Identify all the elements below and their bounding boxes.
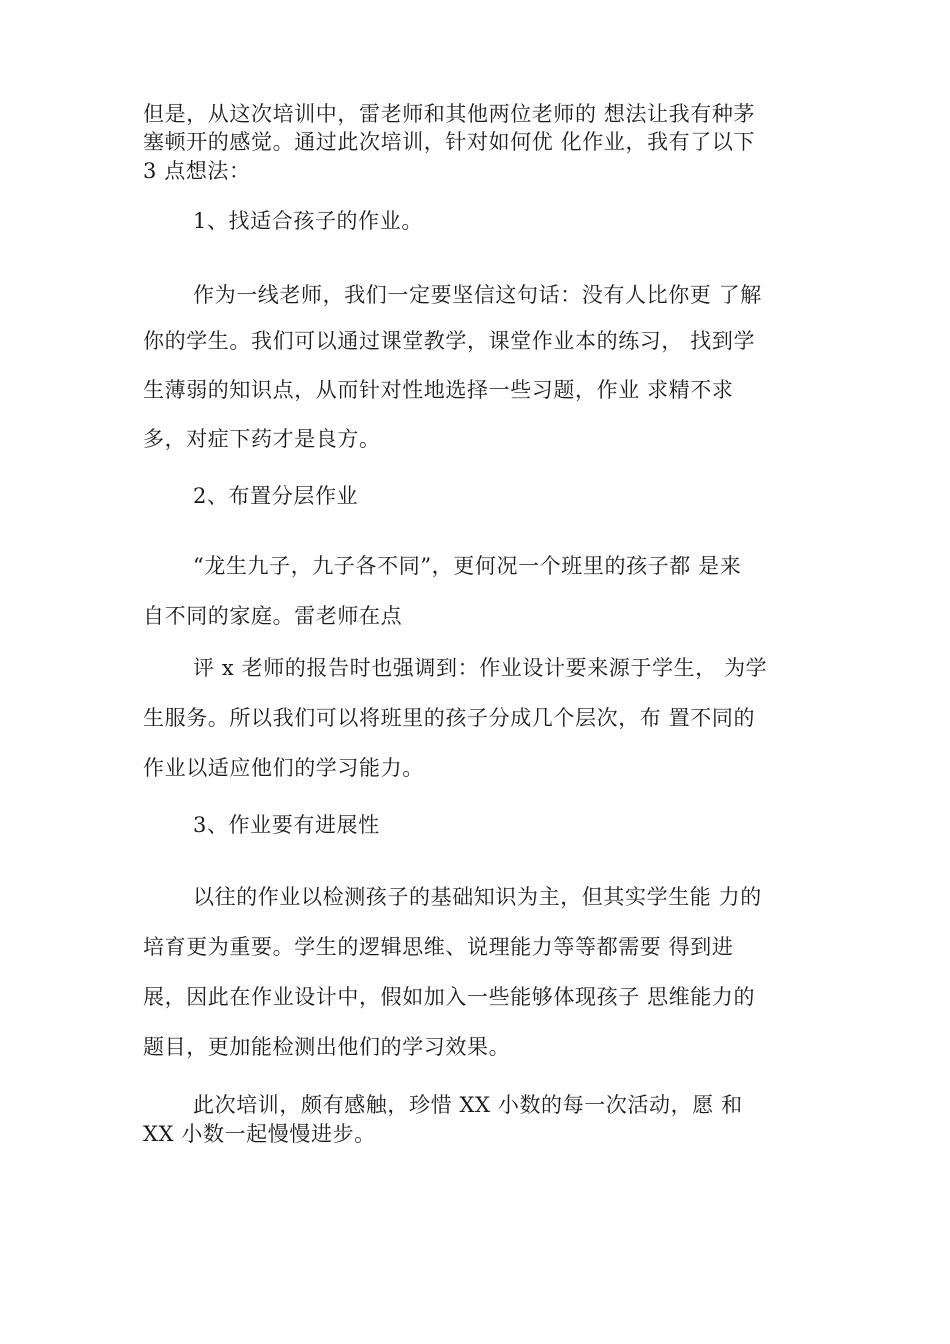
text-line-14: 作业以适应他们的学习能力。 xyxy=(143,756,424,780)
text-line-19: 题目，更加能检测出他们的学习效果。 xyxy=(143,1035,511,1059)
text-line-11: 自不同的家庭。雷老师在点 xyxy=(143,604,403,628)
heading-point-2: 2、布置分层作业 xyxy=(193,484,359,508)
text-line-17: 培育更为重要。学生的逻辑思维、说理能力等等都需要 得到进 xyxy=(143,935,734,959)
text-line-21: XX 小数一起慢慢进步。 xyxy=(143,1122,376,1146)
text-line-8: 多，对症下药才是良方。 xyxy=(143,427,381,451)
text-line-7: 生薄弱的知识点，从而针对性地选择一些习题，作业 求精不求 xyxy=(143,378,734,402)
heading-point-1: 1、找适合孩子的作业。 xyxy=(193,209,423,233)
text-line-2: 塞顿开的感觉。通过此次培训，针对如何优 化作业，我有了以下 xyxy=(143,130,756,154)
text-line-20: 此次培训，颇有感触，珍惜 XX 小数的每一次活动，愿 和 xyxy=(193,1093,743,1117)
text-line-13: 生服务。所以我们可以将班里的孩子分成几个层次，布 置不同的 xyxy=(143,706,756,730)
text-line-3: 3 点想法： xyxy=(143,159,251,183)
text-line-18: 展，因此在作业设计中，假如加入一些能够体现孩子 思维能力的 xyxy=(143,985,756,1009)
text-line-16: 以往的作业以检测孩子的基础知识为主，但其实学生能 力的 xyxy=(193,885,762,909)
heading-point-3: 3、作业要有进展性 xyxy=(193,813,380,837)
text-line-5: 作为一线老师，我们一定要坚信这句话：没有人比你更 了解 xyxy=(193,283,762,307)
text-line-1: 但是，从这次培训中，雷老师和其他两位老师的 想法让我有种茅 xyxy=(143,102,756,126)
text-line-6: 你的学生。我们可以通过课堂教学，课堂作业本的练习， 找到学 xyxy=(143,329,756,353)
text-line-12: 评 x 老师的报告时也强调到：作业设计要来源于学生， 为学 xyxy=(193,656,768,680)
text-line-10: “龙生九子，九子各不同”，更何况一个班里的孩子都 是来 xyxy=(193,554,742,578)
